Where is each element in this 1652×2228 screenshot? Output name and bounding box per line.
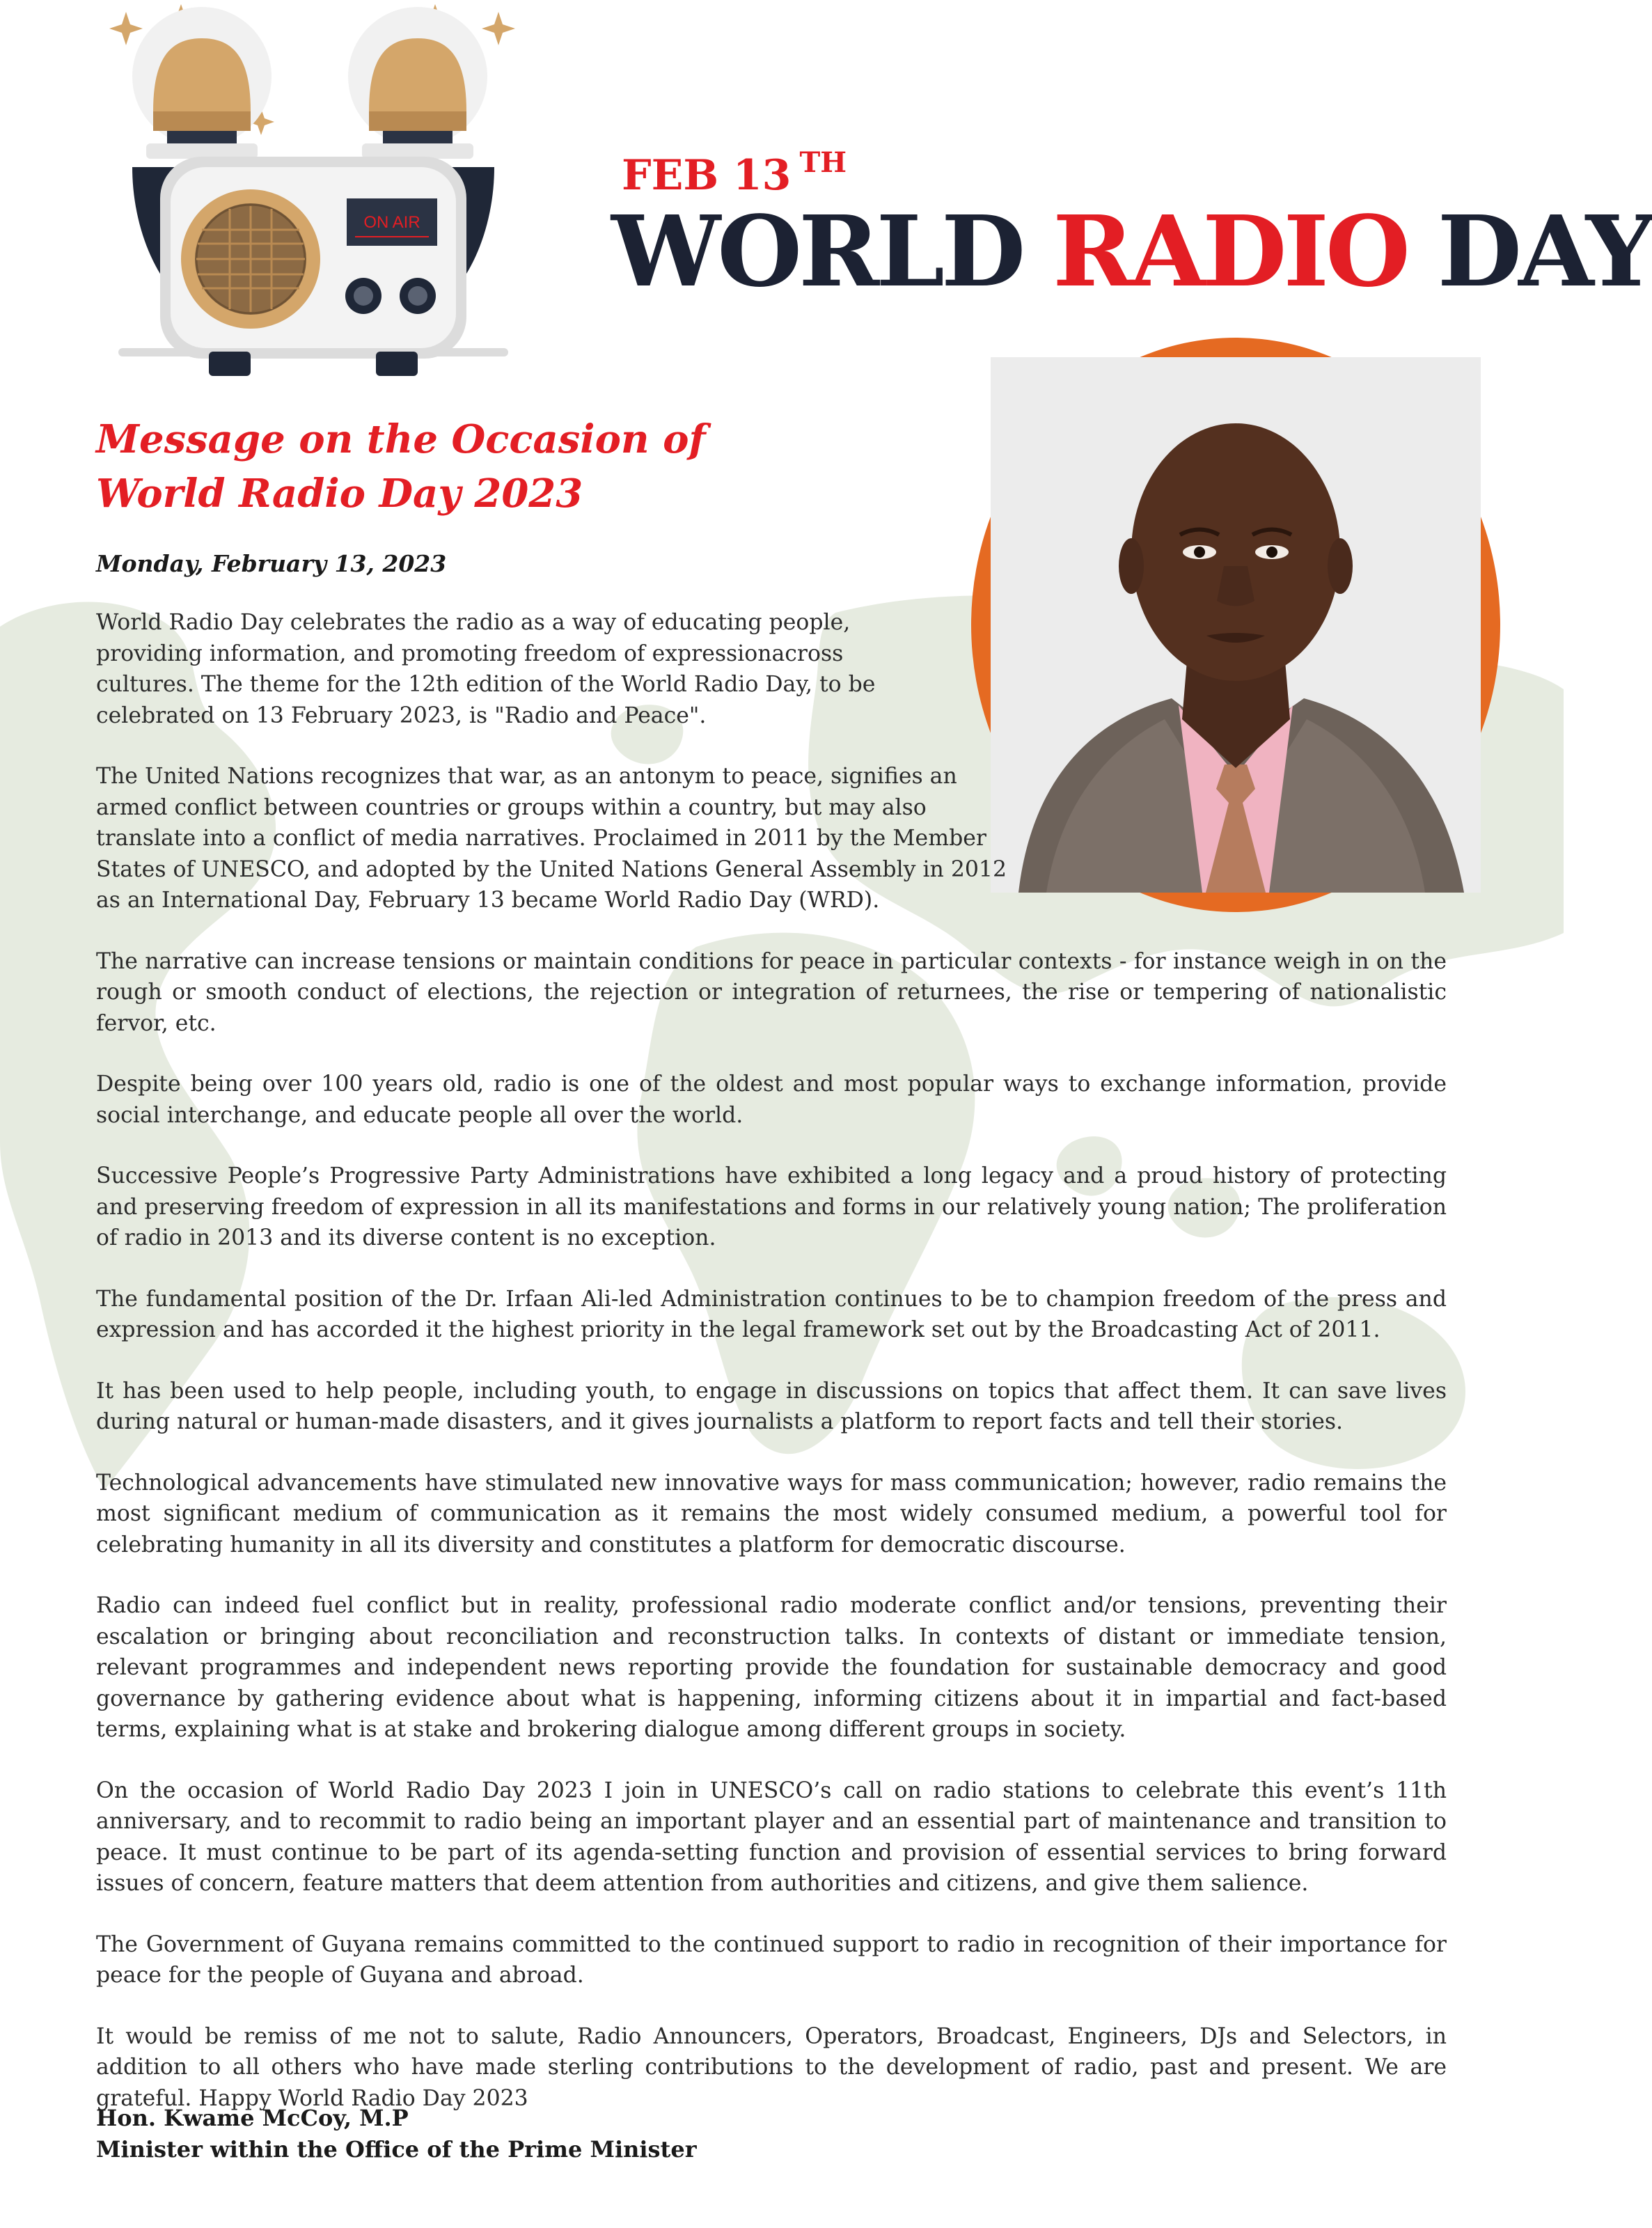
paragraph: Radio can indeed fuel conflict but in reality, professional radio moderate conflict and/or tensions, preventing their escalation or bringing about reconciliation and reconstruction talks. In contexts of distant or immediate tension, relevant programmes and independent news reporting provide the foundation for sustainable democracy and good governance by gathering evidence about what is happening, informing citizens about it in impartial and fact-based terms, explaining what is at stake and brokering dialogue among different groups in society. bbox=[96, 1593, 1447, 1742]
event-date bbox=[622, 146, 847, 200]
title-radio: RADIO bbox=[1053, 195, 1407, 309]
event-date-label: FEB 13 bbox=[622, 151, 792, 200]
radio-display-label: ON AIR bbox=[363, 213, 420, 232]
paragraph: Technological advancements have stimulated new innovative ways for mass communication; however, radio remains the most significant medium of communication as it remains the most widely consumed medium, a powerful tool for celebrating humanity in all its diversity and constitutes a platform for democratic discourse. bbox=[96, 1470, 1447, 1558]
message-heading-line1: Message on the Occasion of bbox=[96, 416, 706, 462]
paragraph: The narrative can increase tensions or maintain conditions for peace in particular contexts - for instance weigh in on the rough or smooth conduct of elections, the rejection or integration of returnees, the rise or tempering of nationalistic fervor, etc. bbox=[96, 948, 1447, 1036]
signature-block bbox=[96, 2103, 697, 2165]
paragraph: The fundamental position of the Dr. Irfaan Ali-led Administration continues to be to champion freedom of the press and expression and has accorded it the highest priority in the legal framework set out by the Broadcasting Act of 2011. bbox=[96, 1286, 1447, 1342]
paragraph: Successive People’s Progressive Party Administrations have exhibited a long legacy and a proud history of protecting and preserving freedom of expression in all its manifestations and forms in our relatively young nation; The proliferation of radio in 2013 and its diverse content is no exception. bbox=[96, 1163, 1447, 1250]
paragraph: It has been used to help people, including youth, to engage in discussions on topics that affect them. It can save lives during natural or human-made disasters, and it gives journalists a platform to report facts and tell their stories. bbox=[96, 1378, 1447, 1434]
message-heading-line2: World Radio Day 2023 bbox=[96, 471, 583, 517]
title-day: DAY bbox=[1406, 195, 1652, 309]
radio-illustration-icon bbox=[104, 0, 606, 397]
message-body bbox=[96, 607, 1447, 2144]
signature-name: Hon. Kwame McCoy, M.P bbox=[96, 2105, 409, 2131]
title-world: WORLD bbox=[611, 195, 1053, 309]
paragraph: The Government of Guyana remains committed to the continued support to radio in recognition of their importance for peace for the people of Guyana and abroad. bbox=[96, 1931, 1447, 1988]
message-date: Monday, February 13, 2023 bbox=[96, 550, 447, 577]
microphone-icon bbox=[146, 38, 473, 159]
page-title bbox=[611, 195, 1652, 309]
paragraph: On the occasion of World Radio Day 2023 I join in UNESCO’s call on radio stations to celebrate this event’s 11th anniversary, and to recommit to radio being an important player and an essential part of maintenance and transition to peace. It must continue to be part of its agenda-setting function and provision of essential services to bring forward issues of concern, feature matters that deem attention from authorities and citizens, and give them salience. bbox=[96, 1778, 1447, 1896]
paragraph: Despite being over 100 years old, radio is one of the oldest and most popular ways to exchange information, provide social interchange, and educate people all over the world. bbox=[96, 1072, 1447, 1128]
paragraph: World Radio Day celebrates the radio as a way of educating people, providing information, and promoting freedom of expressionacross cultures. The theme for the 12th edition of the World Radio Day, to be celebrated on 13 February 2023, is "Radio and Peace". bbox=[96, 610, 876, 728]
message-heading bbox=[96, 412, 931, 521]
signature-title: Minister within the Office of the Prime Minister bbox=[96, 2136, 697, 2163]
paragraph: The United Nations recognizes that war, as an antonym to peace, signifies an armed conflict between countries or groups within a country, but may also translate into a conflict of media narratives. Proclaimed in 2011 by the Member States of UNESCO, and adopted by the United Nations General Assembly in 2012 as an International Day, February 13 became World Radio Day (WRD). bbox=[96, 764, 1007, 913]
event-date-suffix: TH bbox=[799, 146, 847, 179]
paragraph: It would be remiss of me not to salute, Radio Announcers, Operators, Broadcast, Engineers, DJs and Selectors, in addition to all others who have made sterling contributions to the development of radio, past and present. We are grateful. Happy World Radio Day 2023 bbox=[96, 2023, 1447, 2111]
